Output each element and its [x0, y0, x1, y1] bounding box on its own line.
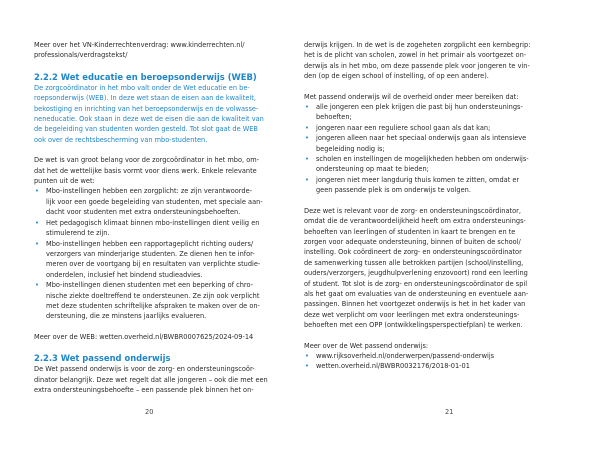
- bullet-icon: •: [35, 239, 39, 248]
- text-line: punten uit de wet:: [34, 177, 95, 186]
- text-line: ondersteuning op maat te bieden;: [316, 165, 429, 174]
- web-bullet-list: [34, 186, 284, 321]
- bullet-icon: •: [35, 218, 39, 227]
- intro-line: Meer over het VN-Kinderrechtenverdrag: www.kinderrechten.nl/: [34, 41, 245, 49]
- text-line: stimulerend te zijn.: [46, 229, 110, 238]
- text-line: Mbo-instellingen hebben een zorgplicht: ze zijn verantwoorde-: [46, 187, 253, 196]
- text-line: behoeften;: [316, 113, 352, 122]
- text-line: onderdelen, inclusief het bindend studieadvies.: [46, 270, 203, 279]
- list-item: [304, 133, 566, 154]
- list-item: [304, 175, 566, 196]
- bullet-icon: •: [305, 103, 309, 112]
- bullet-icon: •: [305, 362, 309, 371]
- text-line: nische ziekte doeltreffend te ondersteunen. Ze zijn ook verplicht: [46, 291, 260, 300]
- page-right: [300, 0, 600, 467]
- list-item: [34, 186, 284, 217]
- text-line: De wet is van groot belang voor de zorgcoördinator in het mbo, om-: [34, 156, 260, 165]
- more-label: Meer over de Wet passend onderwijs:: [304, 341, 429, 350]
- text-line: neneducatie. Ook staan in deze wet de eisen die aan de kwaliteit van: [34, 115, 264, 124]
- list-item: [304, 361, 566, 371]
- text-line: jongeren alleen naar het speciaal onderwijs gaan als intensieve: [316, 134, 527, 143]
- bullet-icon: •: [305, 134, 309, 143]
- section-heading-web: 2.2.2 Wet educatie en beroepsonderwijs (WEB): [34, 71, 257, 82]
- list-item: [34, 280, 284, 322]
- bullet-icon: •: [305, 123, 309, 132]
- right-column: [304, 40, 566, 372]
- text-line: dacht voor studenten met extra ondersteuningsbehoeften.: [46, 208, 241, 217]
- page-number: 20: [145, 408, 154, 416]
- text-line: Mbo-instellingen hebben een rapportageplicht richting ouders/: [46, 239, 254, 248]
- text-line: alle jongeren een plek krijgen die past bij hun ondersteunings-: [316, 103, 523, 112]
- text-line: begeleiding nodig is;: [316, 144, 385, 153]
- text-line: Deze wet is relevant voor de zorg- en ondersteuningscoördinator,: [304, 206, 521, 215]
- zorgplicht-paragraph: [304, 40, 566, 82]
- text-line: met deze studenten schriftelijke afspraken te maken over de on-: [46, 301, 260, 310]
- text-line: extra ondersteuningsbehoefte – een passende plek binnen het on-: [34, 385, 254, 394]
- intro-line: professionals/verdragstekst/: [34, 51, 128, 60]
- text-line: derwijs krijgen. In de wet is de zogeheten zorgplicht een kernbegrip:: [304, 41, 531, 49]
- web-more-link: Meer over de WEB: wetten.overheid.nl/BWBR0007625/2024-09-14: [34, 332, 254, 341]
- text-line: derwijs als in het mbo, om deze passende plek voor jongeren te vin-: [304, 61, 530, 70]
- link-wetten: wetten.overheid.nl/BWBR0032176/2018-01-01: [316, 362, 470, 371]
- list-item: [304, 154, 566, 175]
- text-line: de samenwerking tussen alle betrokken partijen (school/instelling,: [304, 258, 524, 267]
- text-line: De zorgcoördinator in het mbo valt onder de Wet educatie en be-: [34, 83, 250, 92]
- text-line: behoeften van leerlingen of studenten in kaart te brengen en te: [304, 227, 516, 236]
- relevance-paragraph: [304, 206, 566, 331]
- text-line: dinator belangrijk. Deze wet regelt dat alle jongeren – ook die met een: [34, 375, 268, 384]
- text-line: deze wet verplicht om voor leerlingen met extra ondersteunings-: [304, 310, 520, 319]
- text-line: passingen. Binnen het voortgezet onderwijs is het in het kader van: [304, 300, 526, 309]
- bullet-icon: •: [305, 175, 309, 184]
- text-line: behoeften met een OPP (ontwikkelingsperspectiefplan) te werken.: [304, 321, 523, 330]
- text-line: ook over de rechtsbescherming van mbo-studenten.: [34, 135, 208, 144]
- text-line: bekostiging en inrichting van het beroepsonderwijs en de volwasse-: [34, 104, 259, 113]
- bullet-icon: •: [35, 281, 39, 290]
- text-line: verzorgers van minderjarige studenten. Ze dienen hen te infor-: [46, 249, 255, 258]
- text-line: meren over de voortgang bij en resultaten van verplichte studie-: [46, 260, 261, 269]
- passend-intro-paragraph: [34, 364, 284, 395]
- section-heading-passend: 2.2.3 Wet passend onderwijs: [34, 353, 171, 364]
- list-item: [304, 351, 566, 361]
- text-line: lijk voor een goede begeleiding van studenten, met speciale aan-: [46, 197, 263, 206]
- links-list: [304, 351, 566, 372]
- goals-bullet-list: [304, 102, 566, 196]
- text-line: zorgen voor adequate ondersteuning, binnen of buiten de school/: [304, 237, 521, 246]
- text-line: de begeleiding van studenten worden gesteld. Tot slot gaat de WEB: [34, 125, 258, 134]
- text-line: De Wet passend onderwijs is voor de zorg- en ondersteuningscoör-: [34, 365, 255, 374]
- page-number: 21: [445, 408, 454, 416]
- list-item: [304, 123, 566, 133]
- text-line: of student. Tot slot is de zorg- en ondersteuningscoördinator de spil: [304, 279, 528, 288]
- text-line: dat het de wettelijke basis vormt voor diens werk. Enkele relevante: [34, 166, 257, 175]
- text-line: den (op de eigen school of instelling, of op een andere).: [304, 72, 489, 81]
- text-line: geen passende plek is om onderwijs te volgen.: [316, 186, 471, 195]
- text-line: omdat die de verantwoordelijkheid heeft om extra ondersteunings-: [304, 217, 526, 226]
- text-line: jongeren niet meer langdurig thuis komen te zitten, omdat er: [316, 175, 520, 184]
- left-column: [34, 40, 284, 395]
- bullet-icon: •: [35, 187, 39, 196]
- text-line: Mbo-instellingen dienen studenten met een beperking of chro-: [46, 281, 254, 290]
- text-line: scholen en instellingen de mogelijkheden hebben om onderwijs-: [316, 155, 529, 164]
- list-item: [304, 102, 566, 123]
- text-line: het is de plicht van scholen, zowel in het primair als voortgezet on-: [304, 51, 527, 60]
- web-relevance-paragraph: [34, 155, 284, 186]
- text-line: instelling. Ook coördineert de zorg- en ondersteuningscoördinator: [304, 248, 522, 257]
- text-line: roepsonderwijs (WEB). In deze wet staan de eisen aan de kwaliteit,: [34, 94, 256, 103]
- list-item: [34, 218, 284, 239]
- list-item: [34, 239, 284, 281]
- web-intro-paragraph: [34, 83, 284, 145]
- link-rijksoverheid: www.rijksoverheid.nl/onderwerpen/passend-onderwijs: [316, 351, 495, 360]
- text-line: Het pedagogisch klimaat binnen mbo-instellingen dient veilig en: [46, 218, 260, 227]
- text-line: als het gaat om evaluaties van de ondersteuning en eventuele aan-: [304, 289, 529, 298]
- bullet-icon: •: [305, 155, 309, 164]
- text-line: jongeren naar een reguliere school gaan als dat kan;: [316, 123, 491, 132]
- text-line: ouders/verzorgers, jeugdhulpverlening enzovoort) rond een leerling: [304, 269, 528, 278]
- goals-intro: Met passend onderwijs wil de overheid onder meer bereiken dat:: [304, 92, 519, 101]
- text-line: dersteuning, die ze minstens jaarlijks evalueren.: [46, 312, 207, 321]
- bullet-icon: •: [305, 351, 309, 360]
